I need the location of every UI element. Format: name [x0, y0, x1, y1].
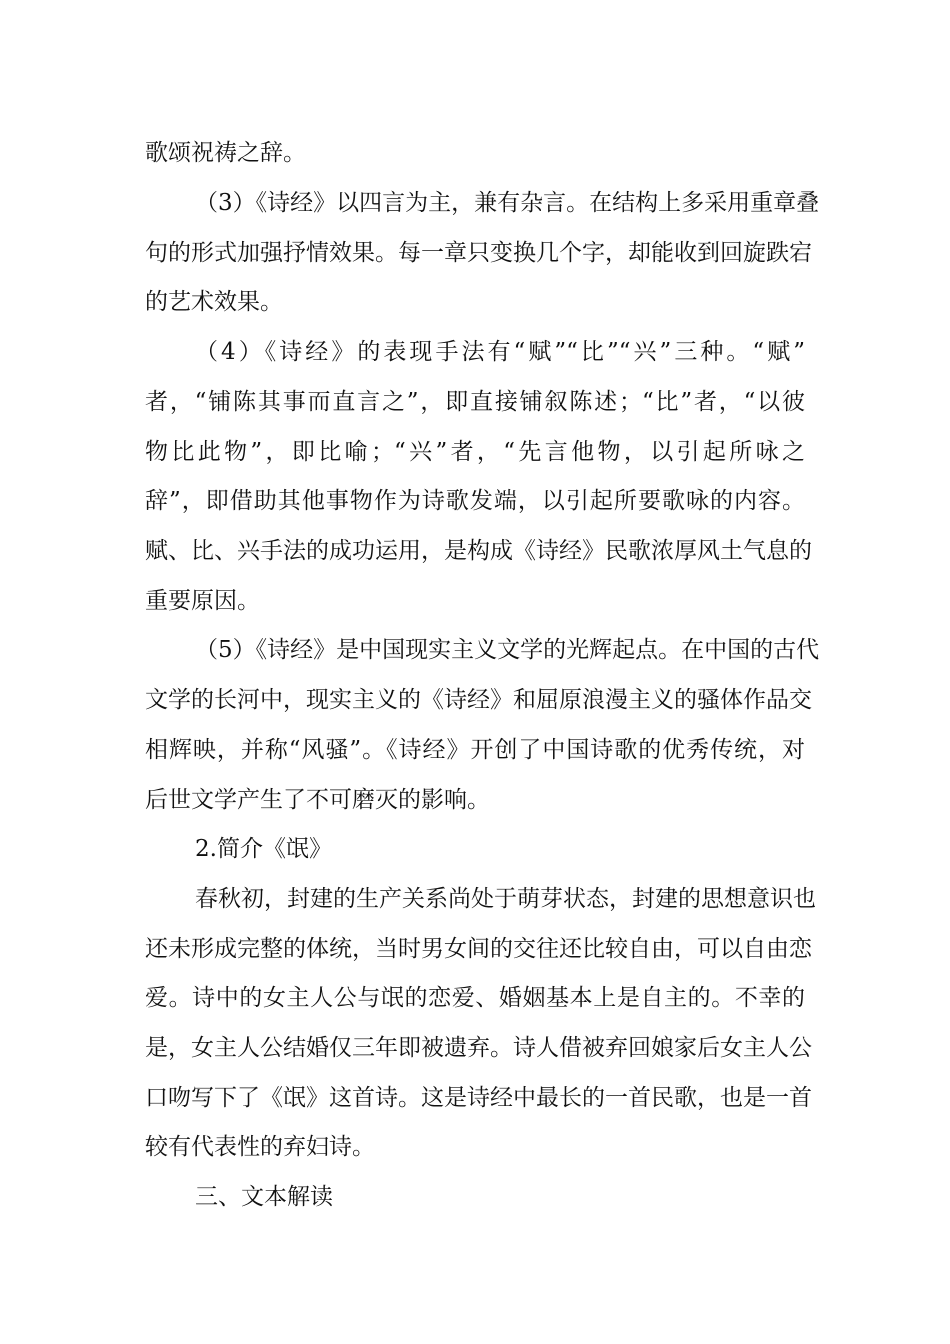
- text-line: 辞”，即借助其他事物作为诗歌发端，以引起所要歌咏的内容。: [145, 488, 805, 514]
- section-heading: 2.简介《氓》: [195, 836, 332, 862]
- text-line: 句的形式加强抒情效果。每一章只变换几个字，却能收到回旋跌宕: [145, 240, 812, 266]
- text-line: （4）《诗经》的表现手法有“赋”“比”“兴”三种。“赋”: [195, 339, 805, 365]
- text-line: 物比此物”，即比喻；“兴”者，“先言他物，以引起所咏之: [145, 439, 805, 465]
- text-line: 春秋初，封建的生产关系尚处于萌芽状态，封建的思想意识也: [195, 886, 816, 912]
- text-line: 较有代表性的弃妇诗。: [145, 1134, 375, 1160]
- text-line: 歌颂祝祷之辞。: [145, 140, 306, 166]
- section-heading: 三、文本解读: [195, 1184, 333, 1210]
- text-line: （3）《诗经》以四言为主，兼有杂言。在结构上多采用重章叠: [195, 190, 820, 216]
- text-line: 重要原因。: [145, 588, 260, 614]
- text-line: （5）《诗经》是中国现实主义文学的光辉起点。在中国的古代: [195, 637, 820, 663]
- text-line: 是，女主人公结婚仅三年即被遗弃。诗人借被弃回娘家后女主人公: [145, 1035, 812, 1061]
- text-line: 后世文学产生了不可磨灭的影响。: [145, 787, 490, 813]
- text-line: 文学的长河中，现实主义的《诗经》和屈原浪漫主义的骚体作品交: [145, 687, 812, 713]
- text-line: 口吻写下了《氓》这首诗。这是诗经中最长的一首民歌，也是一首: [145, 1085, 812, 1111]
- text-line: 的艺术效果。: [145, 289, 283, 315]
- text-line: 赋、比、兴手法的成功运用，是构成《诗经》民歌浓厚风土气息的: [145, 538, 812, 564]
- text-line: 爱。诗中的女主人公与氓的恋爱、婚姻基本上是自主的。不幸的: [145, 985, 805, 1011]
- text-line: 还未形成完整的体统，当时男女间的交往还比较自由，可以自由恋: [145, 936, 812, 962]
- text-line: 相辉映，并称“风骚”。《诗经》开创了中国诗歌的优秀传统，对: [145, 737, 805, 763]
- text-line: 者，“铺陈其事而直言之”，即直接铺叙陈述；“比”者，“以彼: [145, 389, 805, 415]
